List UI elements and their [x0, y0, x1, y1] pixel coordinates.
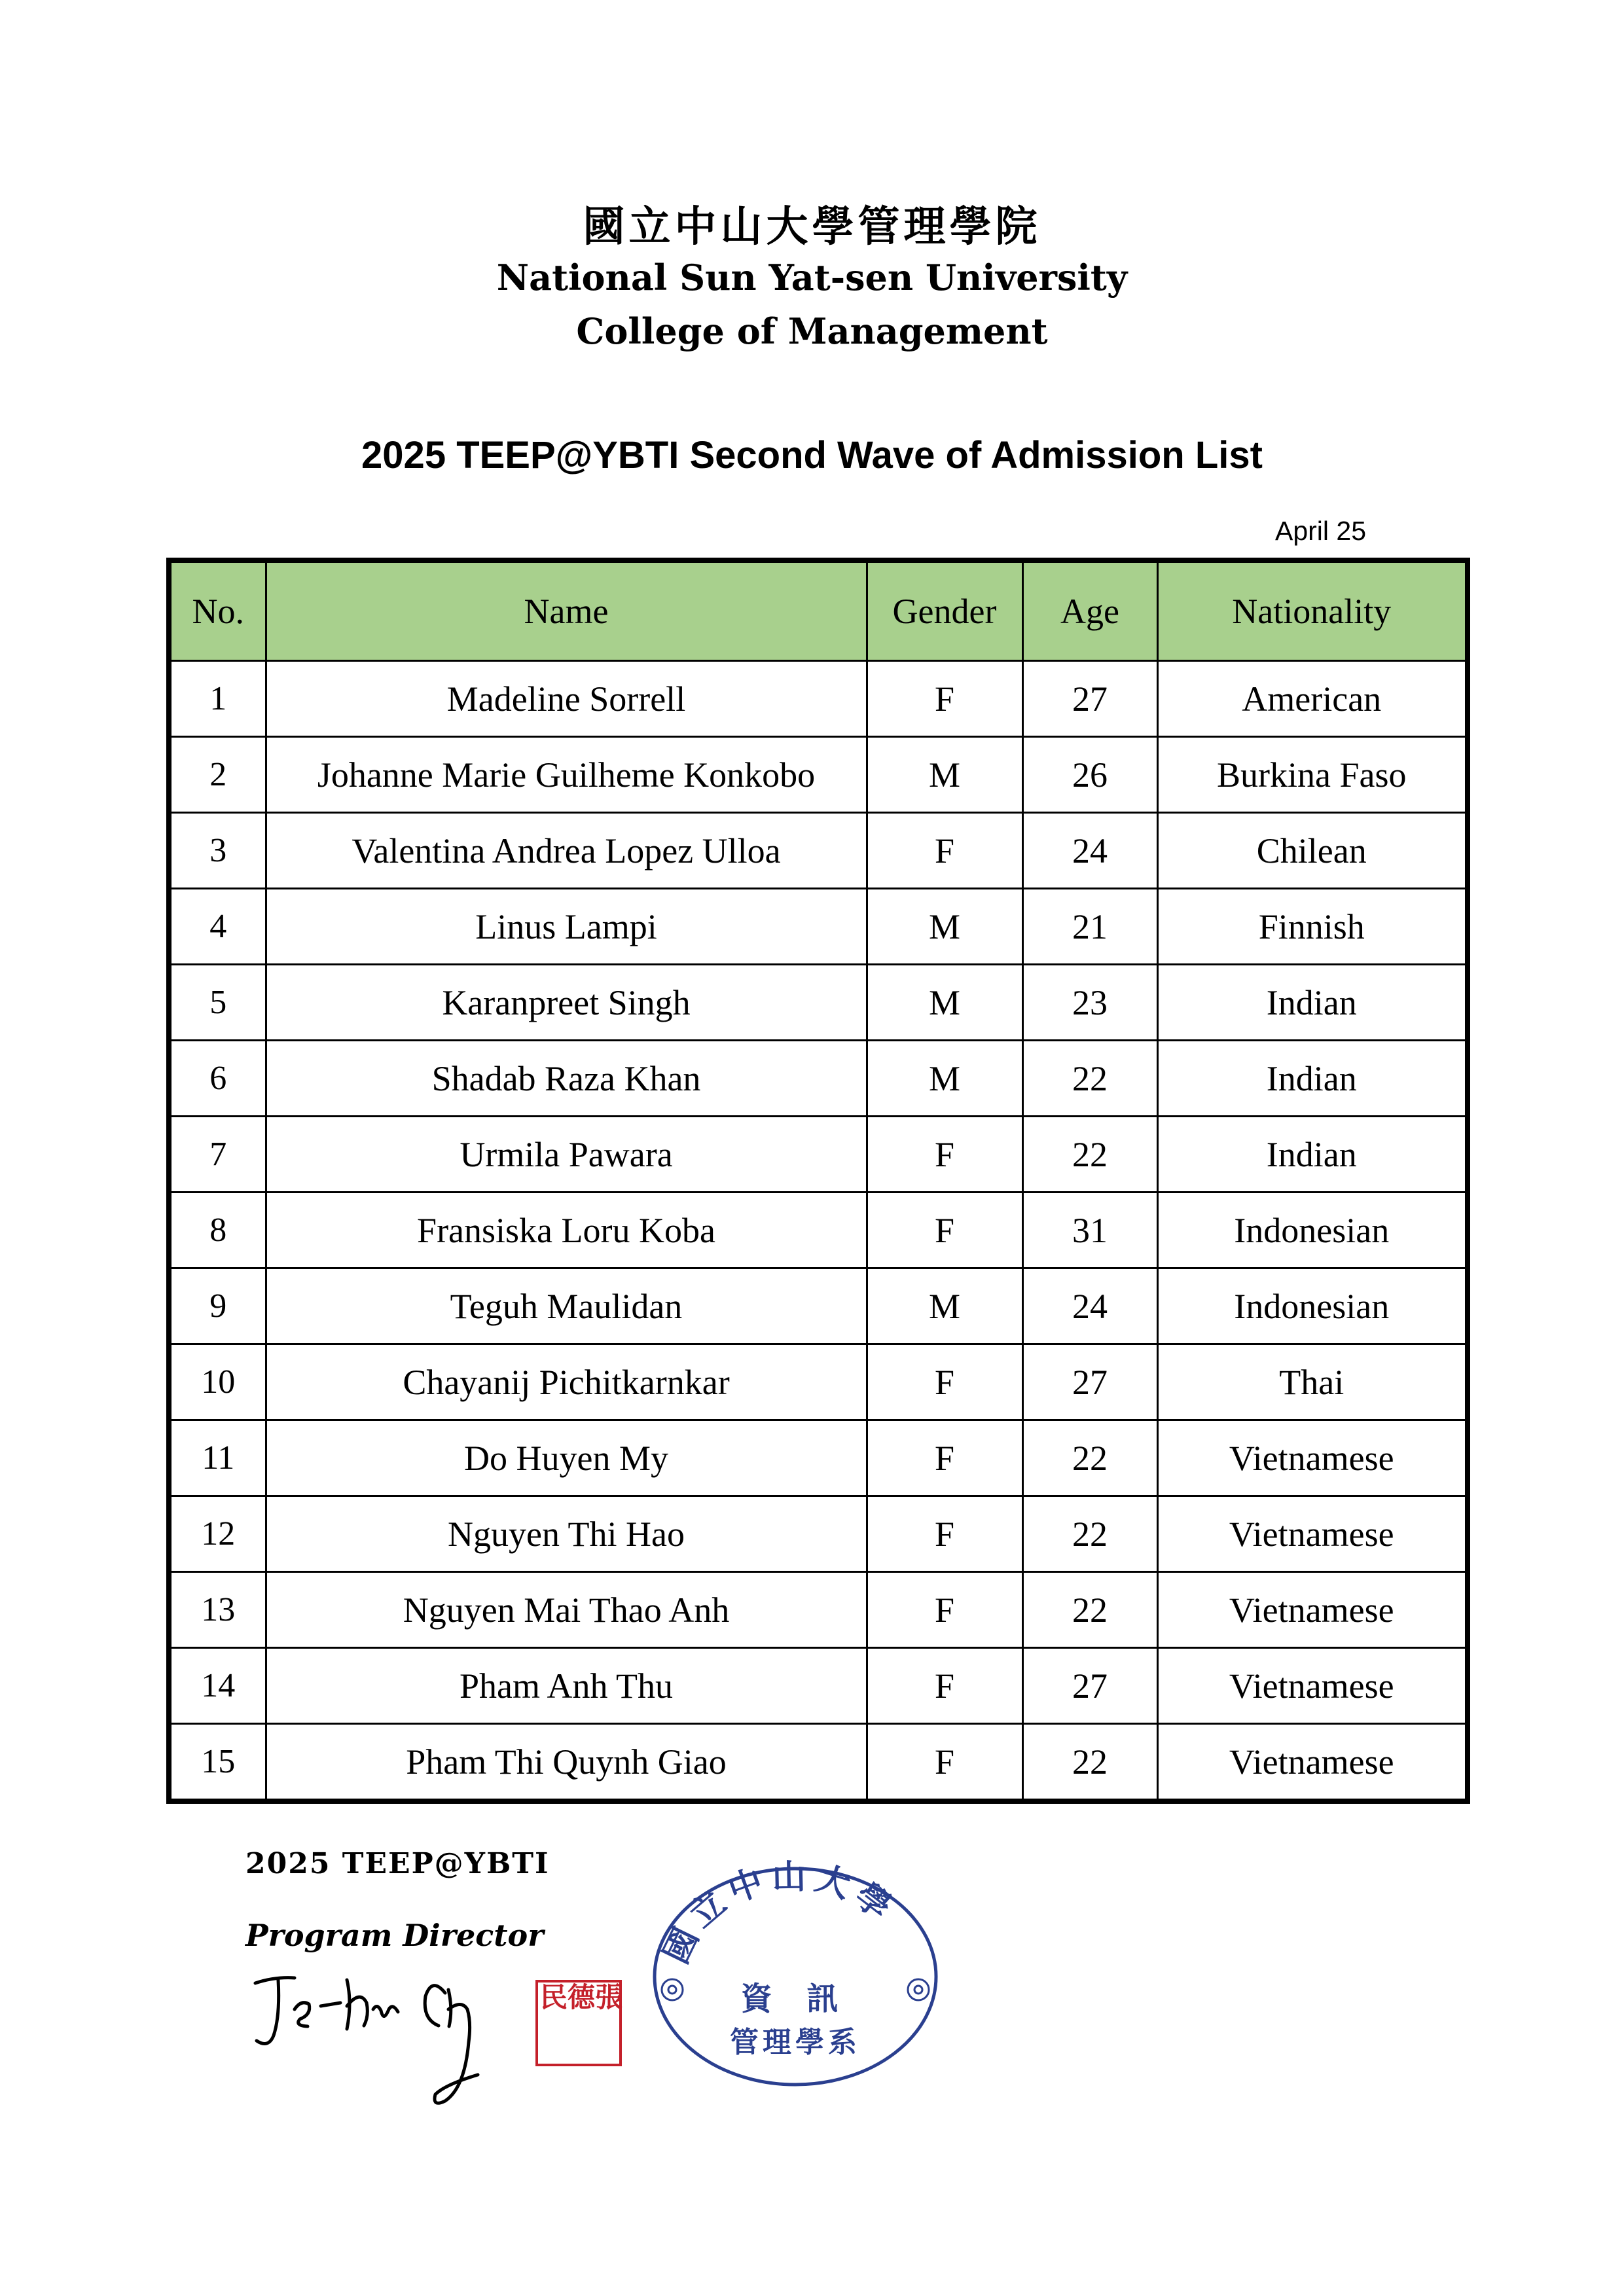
cell-age: 21: [1022, 889, 1157, 965]
cell-nationality: Indonesian: [1157, 1193, 1468, 1268]
program-name: 2025 TEEP@YBTI: [245, 1847, 550, 1880]
column-header-gender: Gender: [867, 560, 1022, 661]
cell-age: 27: [1022, 1344, 1157, 1420]
cell-gender: F: [867, 813, 1022, 889]
cell-name: Karanpreet Singh: [266, 965, 867, 1041]
cell-no: 11: [169, 1420, 266, 1496]
table-row: [169, 1572, 1468, 1648]
cell-nationality: Vietnamese: [1157, 1648, 1468, 1724]
department-stamp: [638, 1856, 952, 2091]
cell-gender: M: [867, 1268, 1022, 1344]
table-row: [169, 1193, 1468, 1268]
cell-nationality: Indonesian: [1157, 1268, 1468, 1344]
cell-no: 1: [169, 661, 266, 737]
cell-nationality: Finnish: [1157, 889, 1468, 965]
cell-name: Nguyen Thi Hao: [266, 1496, 867, 1572]
cell-gender: M: [867, 889, 1022, 965]
stamp-arc-text: 國立中山大學: [656, 1856, 904, 1970]
chinese-college-name: 國立中山大學管理學院: [583, 202, 1041, 251]
director-title: Program Director: [245, 1918, 544, 1953]
cell-nationality: American: [1157, 661, 1468, 737]
table-row: [169, 1648, 1468, 1724]
table-row: [169, 737, 1468, 813]
table-row: [169, 661, 1468, 737]
cell-age: 22: [1022, 1117, 1157, 1193]
cell-name: Linus Lampi: [266, 889, 867, 965]
cell-name: Madeline Sorrell: [266, 661, 867, 737]
list-date: April 25: [1275, 516, 1367, 546]
cell-name: Fransiska Loru Koba: [266, 1193, 867, 1268]
cell-no: 14: [169, 1648, 266, 1724]
cell-name: Pham Anh Thu: [266, 1648, 867, 1724]
cell-gender: F: [867, 1420, 1022, 1496]
cell-no: 8: [169, 1193, 266, 1268]
table-row: [169, 1420, 1468, 1496]
table-row: [169, 965, 1468, 1041]
cell-gender: F: [867, 1496, 1022, 1572]
cell-no: 9: [169, 1268, 266, 1344]
cell-age: 27: [1022, 661, 1157, 737]
column-header-nationality: Nationality: [1157, 560, 1468, 661]
red-seal: [535, 1980, 622, 2066]
cell-age: 22: [1022, 1724, 1157, 1802]
cell-nationality: Indian: [1157, 1041, 1468, 1117]
cell-nationality: Vietnamese: [1157, 1572, 1468, 1648]
cell-name: Do Huyen My: [266, 1420, 867, 1496]
cell-gender: F: [867, 1193, 1022, 1268]
cell-no: 7: [169, 1117, 266, 1193]
cell-name: Pham Thi Quynh Giao: [266, 1724, 867, 1802]
column-header-name: Name: [266, 560, 867, 661]
cell-age: 27: [1022, 1648, 1157, 1724]
cell-nationality: Thai: [1157, 1344, 1468, 1420]
cell-age: 22: [1022, 1496, 1157, 1572]
cell-age: 24: [1022, 1268, 1157, 1344]
cell-nationality: Indian: [1157, 965, 1468, 1041]
cell-age: 22: [1022, 1041, 1157, 1117]
plum-blossom-icon: [662, 1979, 683, 2000]
table-row: [169, 813, 1468, 889]
table-row: [169, 1344, 1468, 1420]
college-name: College of Management: [576, 310, 1048, 352]
cell-gender: F: [867, 1344, 1022, 1420]
cell-age: 22: [1022, 1420, 1157, 1496]
table-header-row: [169, 560, 1468, 661]
cell-nationality: Burkina Faso: [1157, 737, 1468, 813]
university-name: National Sun Yat-sen University: [496, 257, 1128, 298]
cell-name: Shadab Raza Khan: [266, 1041, 867, 1117]
cell-no: 3: [169, 813, 266, 889]
cell-age: 24: [1022, 813, 1157, 889]
table-row: [169, 1041, 1468, 1117]
cell-age: 23: [1022, 965, 1157, 1041]
cell-name: Teguh Maulidan: [266, 1268, 867, 1344]
svg-text:國立中山大學: [656, 1856, 904, 1969]
table-row: [169, 1724, 1468, 1802]
table-row: [169, 1268, 1468, 1344]
table-row: [169, 1117, 1468, 1193]
cell-nationality: Vietnamese: [1157, 1724, 1468, 1802]
table-row: [169, 1496, 1468, 1572]
plum-blossom-icon: [908, 1979, 929, 2000]
admission-table: [166, 558, 1470, 1804]
cell-name: Johanne Marie Guilheme Konkobo: [266, 737, 867, 813]
cell-nationality: Vietnamese: [1157, 1420, 1468, 1496]
cell-gender: M: [867, 965, 1022, 1041]
cell-no: 4: [169, 889, 266, 965]
stamp-line-1: 資 訊: [740, 1981, 850, 2017]
cell-nationality: Indian: [1157, 1117, 1468, 1193]
cell-name: Valentina Andrea Lopez Ulloa: [266, 813, 867, 889]
cell-no: 6: [169, 1041, 266, 1117]
cell-no: 5: [169, 965, 266, 1041]
cell-name: Chayanij Pichitkarnkar: [266, 1344, 867, 1420]
table-row: [169, 889, 1468, 965]
cell-gender: F: [867, 661, 1022, 737]
cell-age: 22: [1022, 1572, 1157, 1648]
cell-gender: F: [867, 1724, 1022, 1802]
red-seal-text: 張德民: [536, 1982, 623, 2010]
cell-nationality: Vietnamese: [1157, 1496, 1468, 1572]
cell-nationality: Chilean: [1157, 813, 1468, 889]
column-header-no: No.: [169, 560, 266, 661]
cell-no: 13: [169, 1572, 266, 1648]
stamp-line-2: 管理學系: [730, 2026, 861, 2059]
cell-gender: F: [867, 1117, 1022, 1193]
cell-name: Nguyen Mai Thao Anh: [266, 1572, 867, 1648]
cell-name: Urmila Pawara: [266, 1117, 867, 1193]
cell-age: 31: [1022, 1193, 1157, 1268]
column-header-age: Age: [1022, 560, 1157, 661]
cell-no: 10: [169, 1344, 266, 1420]
handwritten-signature: [249, 1964, 537, 2114]
cell-gender: F: [867, 1572, 1022, 1648]
list-title: 2025 TEEP@YBTI Second Wave of Admission List: [361, 434, 1263, 476]
cell-gender: F: [867, 1648, 1022, 1724]
cell-gender: M: [867, 1041, 1022, 1117]
cell-no: 2: [169, 737, 266, 813]
cell-gender: M: [867, 737, 1022, 813]
cell-age: 26: [1022, 737, 1157, 813]
cell-no: 12: [169, 1496, 266, 1572]
cell-no: 15: [169, 1724, 266, 1802]
